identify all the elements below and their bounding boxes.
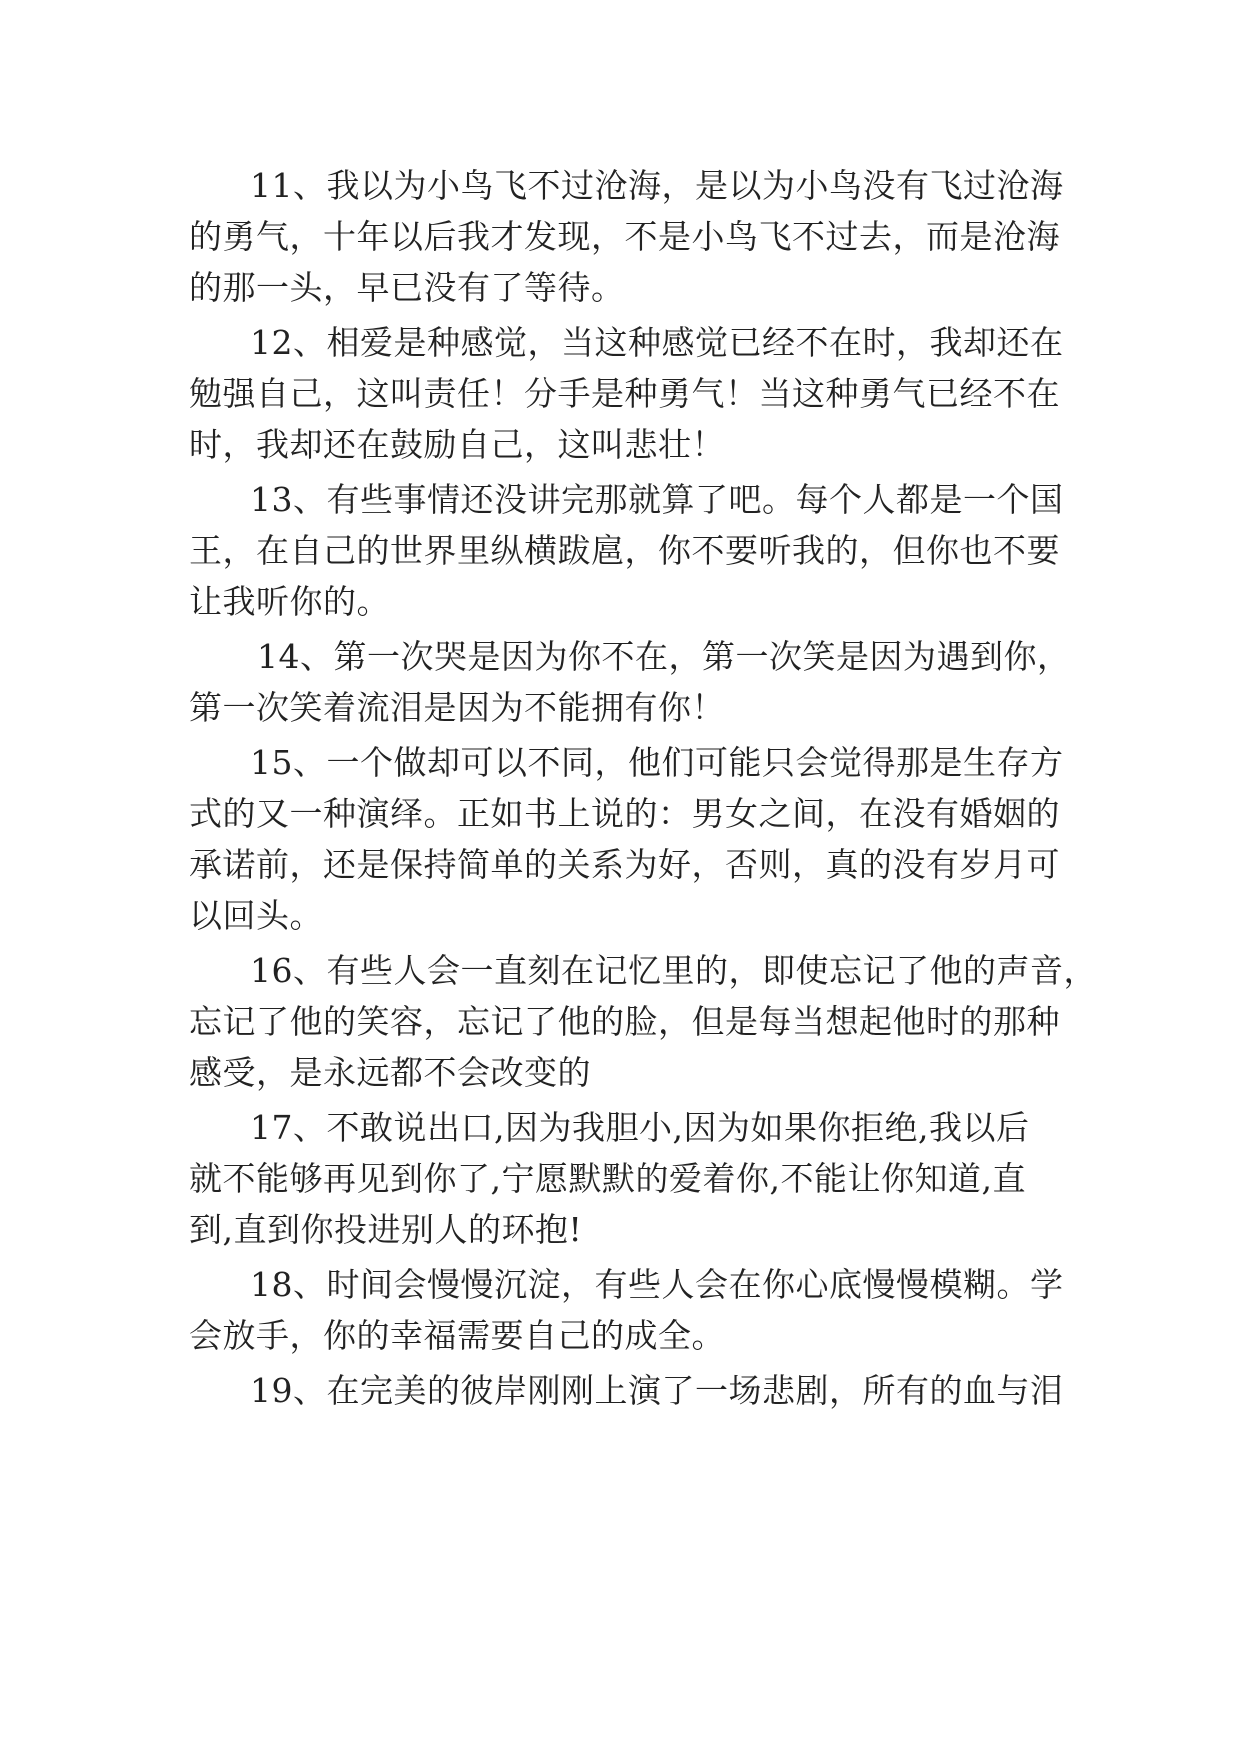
paragraph-18-line-1: 18、时间会慢慢沉淀，有些人会在你心底慢慢模糊。学 xyxy=(250,1265,1064,1304)
paragraph-17-line-2: 就不能够再见到你了,宁愿默默的爱着你,不能让你知道,直 xyxy=(189,1159,1026,1198)
paragraph-16-line-1: 16、有些人会一直刻在记忆里的，即使忘记了他的声音， xyxy=(250,951,1097,990)
paragraph-11-line-1: 11、我以为小鸟飞不过沧海，是以为小鸟没有飞过沧海 xyxy=(250,166,1064,205)
paragraph-11-line-2: 的勇气，十年以后我才发现，不是小鸟飞不过去，而是沧海 xyxy=(189,217,1060,256)
paragraph-16-line-3: 感受，是永远都不会改变的 xyxy=(189,1053,591,1092)
paragraph-13-line-2: 王，在自己的世界里纵横跋扈，你不要听我的，但你也不要 xyxy=(189,531,1060,570)
paragraph-17-line-3: 到,直到你投进别人的环抱! xyxy=(189,1210,583,1249)
paragraph-17-line-1: 17、不敢说出口,因为我胆小,因为如果你拒绝,我以后 xyxy=(250,1108,1030,1147)
paragraph-15-line-2: 式的又一种演绎。正如书上说的：男女之间，在没有婚姻的 xyxy=(189,794,1060,833)
paragraph-12-line-1: 12、相爱是种感觉，当这种感觉已经不在时，我却还在 xyxy=(250,323,1064,362)
paragraph-18-line-2: 会放手，你的幸福需要自己的成全。 xyxy=(189,1316,725,1355)
paragraph-15-line-4: 以回头。 xyxy=(189,896,323,935)
paragraph-13-line-3: 让我听你的。 xyxy=(189,582,390,621)
paragraph-14-line-1: 14、第一次哭是因为你不在，第一次笑是因为遇到你， xyxy=(257,637,1071,676)
paragraph-19-line-1: 19、在完美的彼岸刚刚上演了一场悲剧，所有的血与泪 xyxy=(250,1371,1064,1410)
paragraph-13-line-1: 13、有些事情还没讲完那就算了吧。每个人都是一个国 xyxy=(250,480,1064,519)
paragraph-15-line-3: 承诺前，还是保持简单的关系为好，否则，真的没有岁月可 xyxy=(189,845,1060,884)
paragraph-12-line-3: 时，我却还在鼓励自己，这叫悲壮！ xyxy=(189,425,725,464)
paragraph-16-line-2: 忘记了他的笑容，忘记了他的脸，但是每当想起他时的那种 xyxy=(189,1002,1060,1041)
paragraph-11-line-3: 的那一头，早已没有了等待。 xyxy=(189,268,625,307)
paragraph-15-line-1: 15、一个做却可以不同，他们可能只会觉得那是生存方 xyxy=(250,743,1064,782)
paragraph-14-line-2: 第一次笑着流泪是因为不能拥有你！ xyxy=(189,688,725,727)
paragraph-12-line-2: 勉强自己，这叫责任！分手是种勇气！当这种勇气已经不在 xyxy=(189,374,1060,413)
